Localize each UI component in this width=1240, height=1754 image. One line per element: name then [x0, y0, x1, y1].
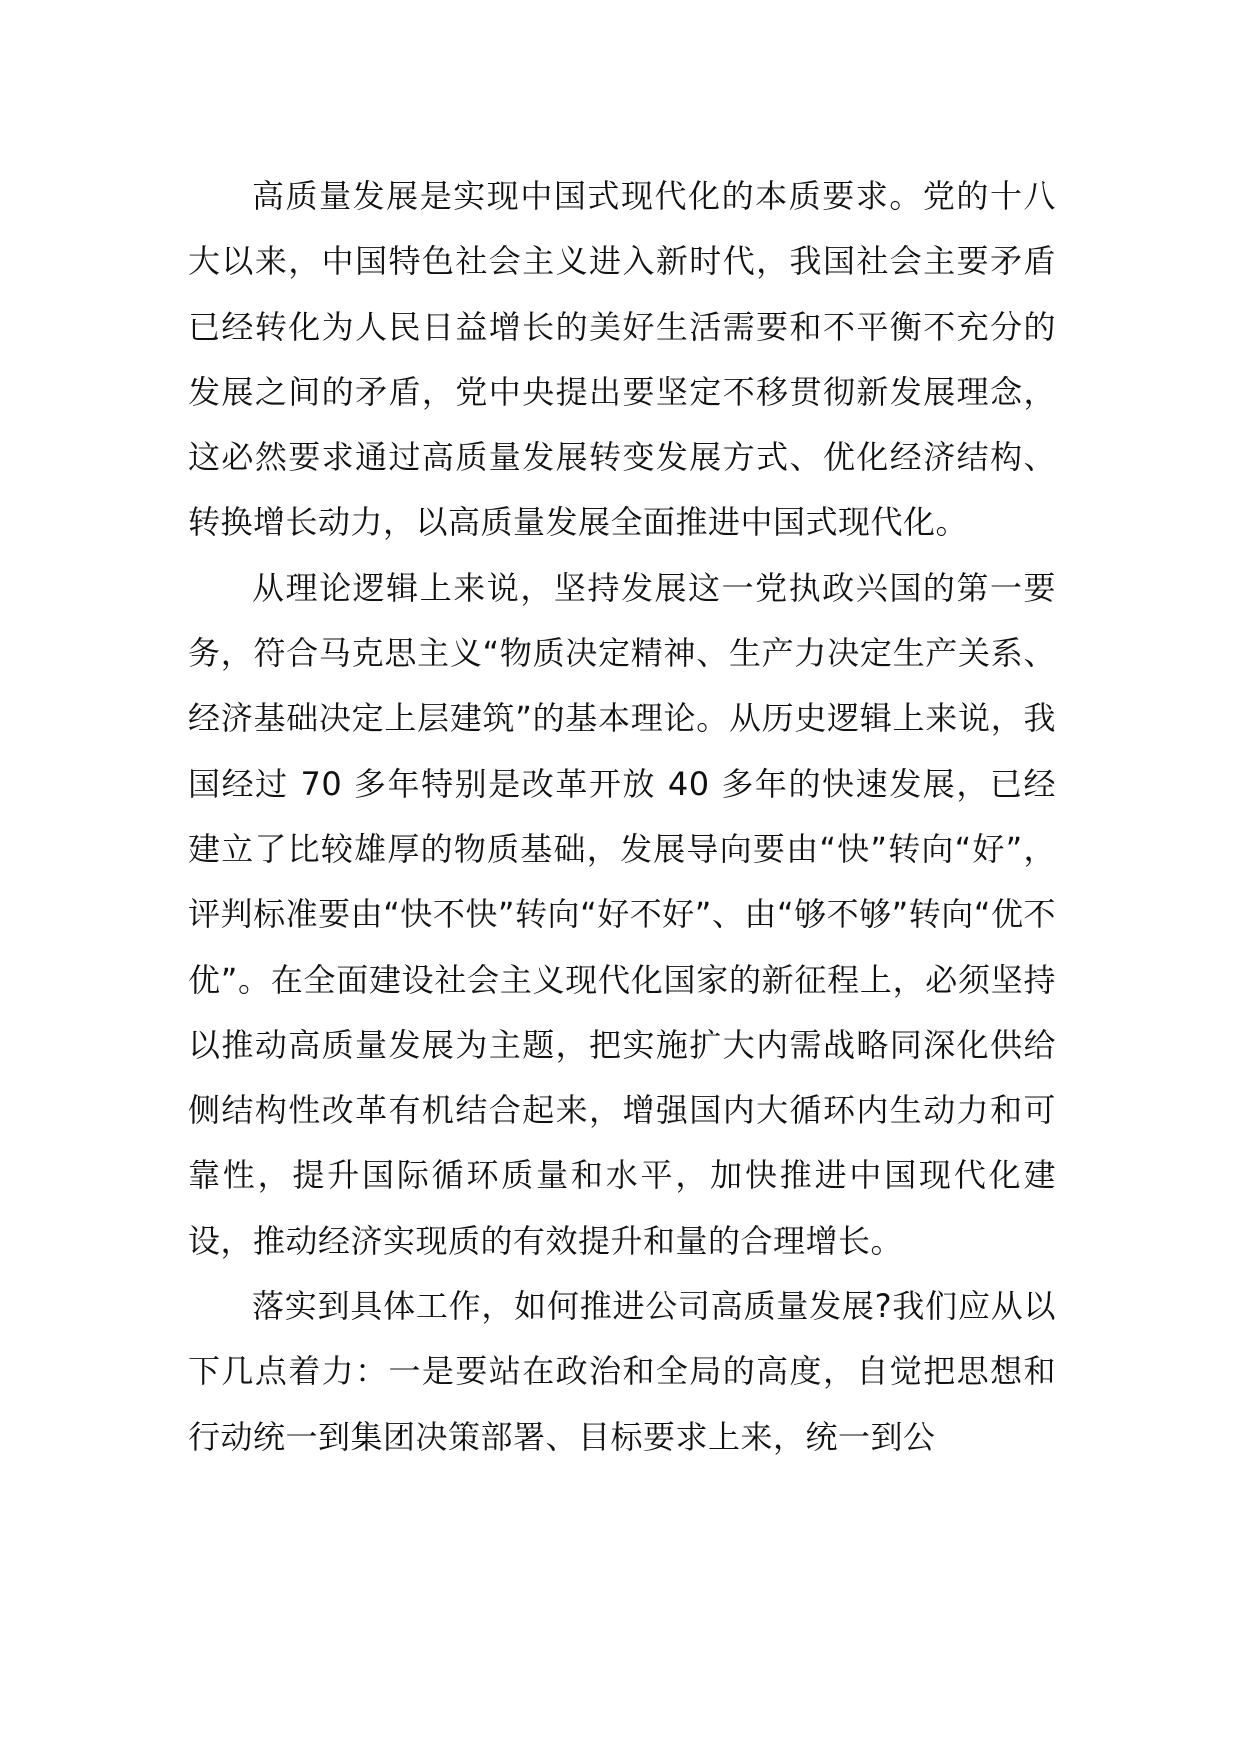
- paragraph: 高质量发展是实现中国式现代化的本质要求。党的十八大以来，中国特色社会主义进入新时代，我国社会主要矛盾已经转化为人民日益增长的美好生活需要和不平衡不充分的发展之间的矛盾，党中央提出要坚定不移贯彻新发展理念，这必然要求通过高质量发展转变发展方式、优化经济结构、转换增长动力，以高质量发展全面推进中国式现代化。: [188, 177, 1056, 542]
- paragraph: 从理论逻辑上来说，坚持发展这一党执政兴国的第一要务，符合马克思主义“物质决定精神、生产力决定生产关系、经济基础决定上层建筑”的基本理论。从历史逻辑上来说，我国经过 70 多年特别是改革开放 40 多年的快速发展，已经建立了比较雄厚的物质基础，发展导向要由“快”转向“好”，评判标准要由“快不快”转向“好不好”、由“够不够”转向“优不优”。在全面建设社会主义现代化国家的新征程上，必须坚持以推动高质量发展为主题，把实施扩大内需战略同深化供给侧结构性改革有机结合起来，增强国内大循环内生动力和可靠性，提升国际循环质量和水平，加快推进中国现代化建设，推动经济实现质的有效提升和量的合理增长。: [188, 568, 1056, 1260]
- paragraph: 落实到具体工作，如何推进公司高质量发展?我们应从以下几点着力：一是要站在政治和全局的高度，自觉把思想和行动统一到集团决策部署、目标要求上来，统一到公: [188, 1287, 1056, 1456]
- document-body: [188, 164, 1056, 1470]
